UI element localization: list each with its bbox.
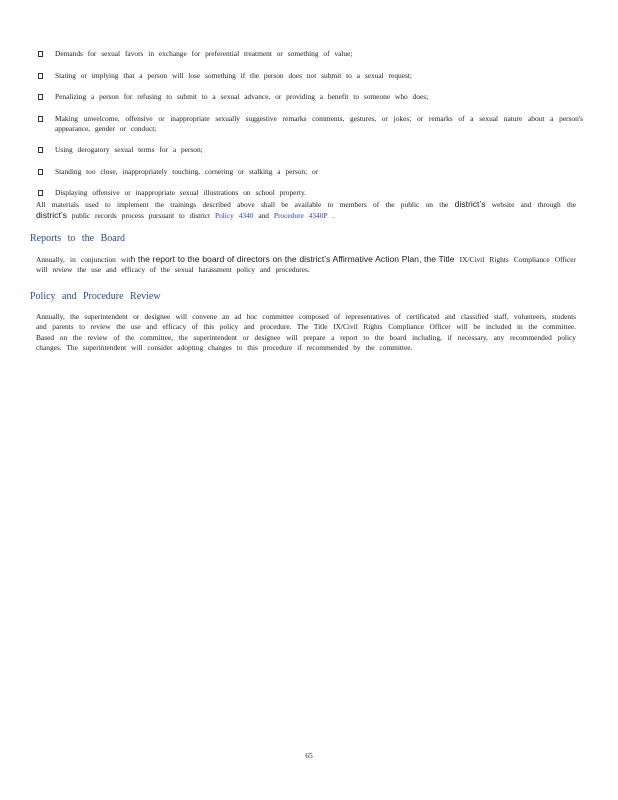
reports-heading: Reports to the Board [30,233,126,244]
bullet-box-icon [38,51,43,57]
districts-text: district’s [36,210,67,221]
list-item [38,71,583,81]
districts-text: district’s [454,199,486,209]
list-item-text: Standing too close, inappropriately touching, cornering or stalking a person; or [55,166,319,176]
list-item-text: Making unwelcome, offensive or inappropriate sexually suggestive remarks comments, gestures, or jokes; or remarks of a sexual nature about a person's appearance, gender or conduct; [55,113,583,133]
materials-text: . [327,211,334,221]
reports-text: IX/Civil Rights Compliance Officer will review the use and efficacy of the sexual harassment policy and procedures. [36,255,576,275]
list-item-text: Using derogatory sexual terms for a person; [55,145,203,154]
review-heading: Policy and Procedure Review [30,291,161,302]
bullet-box-icon [38,73,43,79]
reports-paragraph [36,254,576,276]
harassment-examples-list [38,49,583,210]
list-item-text: Demands for sexual favors in exchange for preferential treatment or something of value; [55,49,353,58]
list-item [38,92,583,102]
materials-text: website and through the [485,200,576,209]
reports-text: Annually, in conjunction wit [36,255,131,264]
materials-text: All materials used to implement the trainings described above shall be available to members of the public on the [36,200,455,209]
list-item [38,114,583,134]
bullet-box-icon [38,116,43,122]
materials-paragraph [36,199,576,222]
reports-text-large: h the report to the board of directors on the district’s Affirmative Action Plan, the Title [130,254,455,264]
review-paragraph: Annually, the superintendent or designee will convene an ad hoc committee composed of representatives of certificated and classified staff, volunteers, students and parents to review the use and efficacy of this policy and procedure. The Title IX/Civil Rights Compliance Officer will be included in the committee. Based on the review of the committee, the superintendent or designee will prepare a report to the board including, if necessary, any recommended policy changes. The superintendent will consider adopting changes to this procedure if recommended by the committee. [36,312,576,352]
policy-4340-link[interactable]: Policy 4340 [214,211,254,221]
bullet-box-icon [38,147,43,153]
procedure-4340p-link[interactable]: Procedure 4340P [273,211,328,221]
materials-text: and [253,211,274,221]
list-item [38,188,583,198]
materials-text: public records process pursuant to district [66,211,215,221]
list-item-text: Displaying offensive or inappropriate sexual illustrations on school property. [55,188,307,197]
bullet-box-icon [38,190,43,196]
list-item-text: Penalizing a person for refusing to submit to a sexual advance, or providing a benefit to someone who does; [55,92,429,101]
list-item [38,145,583,155]
list-item [38,49,583,59]
list-item [38,167,583,177]
bullet-box-icon [38,169,43,175]
list-item-text: Stating or implying that a person will lose something if the person does not submit to a sexual request; [55,70,412,80]
page-number: 65 [305,751,313,760]
bullet-box-icon [38,94,43,100]
